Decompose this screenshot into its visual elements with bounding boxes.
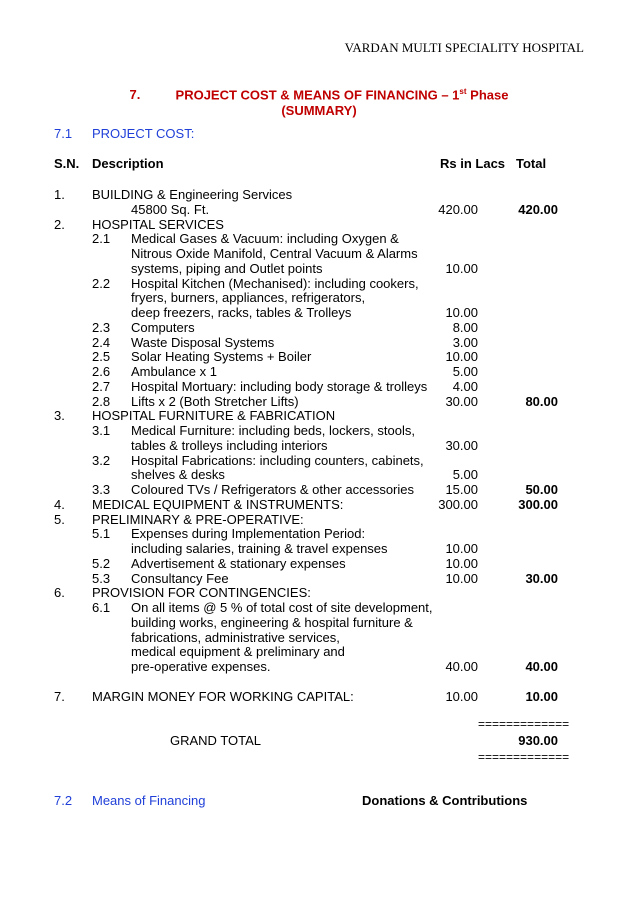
separator-top: ============= xyxy=(478,717,570,731)
financing-source: Donations & Contributions xyxy=(362,793,528,808)
row-total: 300.00 xyxy=(518,497,558,512)
row-sub-number: 2.6 xyxy=(92,364,111,379)
row-description: Consultancy Fee xyxy=(131,571,229,586)
row-description: MEDICAL EQUIPMENT & INSTRUMENTS: xyxy=(92,497,344,512)
row-rs-in-lacs: 10.00 xyxy=(445,556,478,571)
section-7-2-number: 7.2 xyxy=(54,793,73,808)
row-rs-in-lacs: 8.00 xyxy=(452,320,478,335)
column-header-sn: S.N. xyxy=(54,156,80,171)
row-total: 40.00 xyxy=(525,659,558,674)
row-description: BUILDING & Engineering Services xyxy=(92,187,293,202)
row-description: Hospital Kitchen (Mechanised): including cookers, xyxy=(131,276,419,291)
section-7-2-label: Means of Financing xyxy=(92,793,206,808)
row-total: 30.00 xyxy=(525,571,558,586)
title-number: 7. xyxy=(129,87,141,103)
row-sub-number: 2.1 xyxy=(92,231,111,246)
row-sub-number: 2.2 xyxy=(92,276,111,291)
row-serial-number: 4. xyxy=(54,497,65,512)
row-description: tables & trolleys including interiors xyxy=(131,438,328,453)
row-rs-in-lacs: 300.00 xyxy=(438,497,478,512)
row-description: Waste Disposal Systems xyxy=(131,335,275,350)
row-serial-number: 1. xyxy=(54,187,65,202)
row-description: Medical Gases & Vacuum: including Oxygen & xyxy=(131,231,399,246)
row-description: Hospital Fabrications: including counters, cabinets, xyxy=(131,453,424,468)
row-sub-number: 5.2 xyxy=(92,556,111,571)
row-description: deep freezers, racks, tables & Trolleys xyxy=(131,305,352,320)
row-description: fabrications, administrative services, xyxy=(131,630,340,645)
row-description: Lifts x 2 (Both Stretcher Lifts) xyxy=(131,394,299,409)
row-rs-in-lacs: 40.00 xyxy=(445,659,478,674)
row-description: HOSPITAL SERVICES xyxy=(92,217,224,232)
row-rs-in-lacs: 10.00 xyxy=(445,349,478,364)
row-description: medical equipment & preliminary and xyxy=(131,644,345,659)
row-rs-in-lacs: 10.00 xyxy=(445,571,478,586)
row-description: systems, piping and Outlet points xyxy=(131,261,323,276)
row-sub-number: 2.4 xyxy=(92,335,111,350)
row-sub-number: 2.8 xyxy=(92,394,111,409)
row-description: Nitrous Oxide Manifold, Central Vacuum & Alarms xyxy=(131,246,418,261)
section-title xyxy=(0,84,638,119)
section-7-1-label: PROJECT COST: xyxy=(92,126,195,141)
column-header-description: Description xyxy=(92,156,164,171)
row-description: Hospital Mortuary: including body storage & trolleys xyxy=(131,379,428,394)
row-serial-number: 2. xyxy=(54,217,65,232)
row-description: Ambulance x 1 xyxy=(131,364,217,379)
row-rs-in-lacs: 5.00 xyxy=(452,364,478,379)
row-sub-number: 3.1 xyxy=(92,423,111,438)
column-header-total: Total xyxy=(516,156,547,171)
grand-total-label: GRAND TOTAL xyxy=(170,733,262,748)
row-total: 80.00 xyxy=(525,394,558,409)
grand-total-value: 930.00 xyxy=(518,733,558,748)
row-sub-number: 2.5 xyxy=(92,349,111,364)
title-text: PROJECT COST & MEANS OF FINANCING – 1 xyxy=(175,87,460,103)
row-rs-in-lacs: 15.00 xyxy=(445,482,478,497)
column-header-rs: Rs in Lacs xyxy=(440,156,506,171)
row-description: shelves & desks xyxy=(131,467,225,482)
row-description: PROVISION FOR CONTINGENCIES: xyxy=(92,585,311,600)
row-description: including salaries, training & travel expenses xyxy=(131,541,388,556)
margin-row-rs: 10.00 xyxy=(445,689,478,704)
row-description: HOSPITAL FURNITURE & FABRICATION xyxy=(92,408,336,423)
row-sub-number: 5.3 xyxy=(92,571,111,586)
row-rs-in-lacs: 3.00 xyxy=(452,335,478,350)
title-line-2: (SUMMARY) xyxy=(281,103,357,119)
row-rs-in-lacs: 4.00 xyxy=(452,379,478,394)
margin-row-total: 10.00 xyxy=(525,689,558,704)
row-rs-in-lacs: 10.00 xyxy=(445,541,478,556)
row-description: PRELIMINARY & PRE-OPERATIVE: xyxy=(92,512,304,527)
row-sub-number: 3.2 xyxy=(92,453,111,468)
row-description: fryers, burners, appliances, refrigerators, xyxy=(131,290,366,305)
row-rs-in-lacs: 10.00 xyxy=(445,305,478,320)
row-total: 420.00 xyxy=(518,202,558,217)
row-description: Medical Furniture: including beds, lockers, stools, xyxy=(131,423,415,438)
row-sub-number: 5.1 xyxy=(92,526,111,541)
separator-bottom: ============= xyxy=(478,750,570,764)
margin-row-sn: 7. xyxy=(54,689,65,704)
row-description: Coloured TVs / Refrigerators & other accessories xyxy=(131,482,414,497)
row-description: 45800 Sq. Ft. xyxy=(131,202,210,217)
row-rs-in-lacs: 30.00 xyxy=(445,438,478,453)
row-description: On all items @ 5 % of total cost of site development, xyxy=(131,600,433,615)
row-description: pre-operative expenses. xyxy=(131,659,271,674)
row-description: building works, engineering & hospital furniture & xyxy=(131,615,413,630)
row-serial-number: 3. xyxy=(54,408,65,423)
row-rs-in-lacs: 10.00 xyxy=(445,261,478,276)
row-sub-number: 2.7 xyxy=(92,379,111,394)
row-total: 50.00 xyxy=(525,482,558,497)
row-description: Expenses during Implementation Period: xyxy=(131,526,366,541)
row-description: Computers xyxy=(131,320,195,335)
row-sub-number: 3.3 xyxy=(92,482,111,497)
row-rs-in-lacs: 30.00 xyxy=(445,394,478,409)
row-rs-in-lacs: 5.00 xyxy=(452,467,478,482)
row-description: Advertisement & stationary expenses xyxy=(131,556,346,571)
row-sub-number: 2.3 xyxy=(92,320,111,335)
title-superscript: st xyxy=(459,87,467,96)
row-rs-in-lacs: 420.00 xyxy=(438,202,478,217)
title-line-1 xyxy=(0,84,638,103)
row-description: Solar Heating Systems + Boiler xyxy=(131,349,312,364)
section-7-1-number: 7.1 xyxy=(54,126,73,141)
row-serial-number: 6. xyxy=(54,585,65,600)
document-header: VARDAN MULTI SPECIALITY HOSPITAL xyxy=(344,40,584,55)
row-serial-number: 5. xyxy=(54,512,65,527)
title-phase: Phase xyxy=(466,87,509,103)
row-sub-number: 6.1 xyxy=(92,600,111,615)
margin-row-description: MARGIN MONEY FOR WORKING CAPITAL: xyxy=(92,689,354,704)
